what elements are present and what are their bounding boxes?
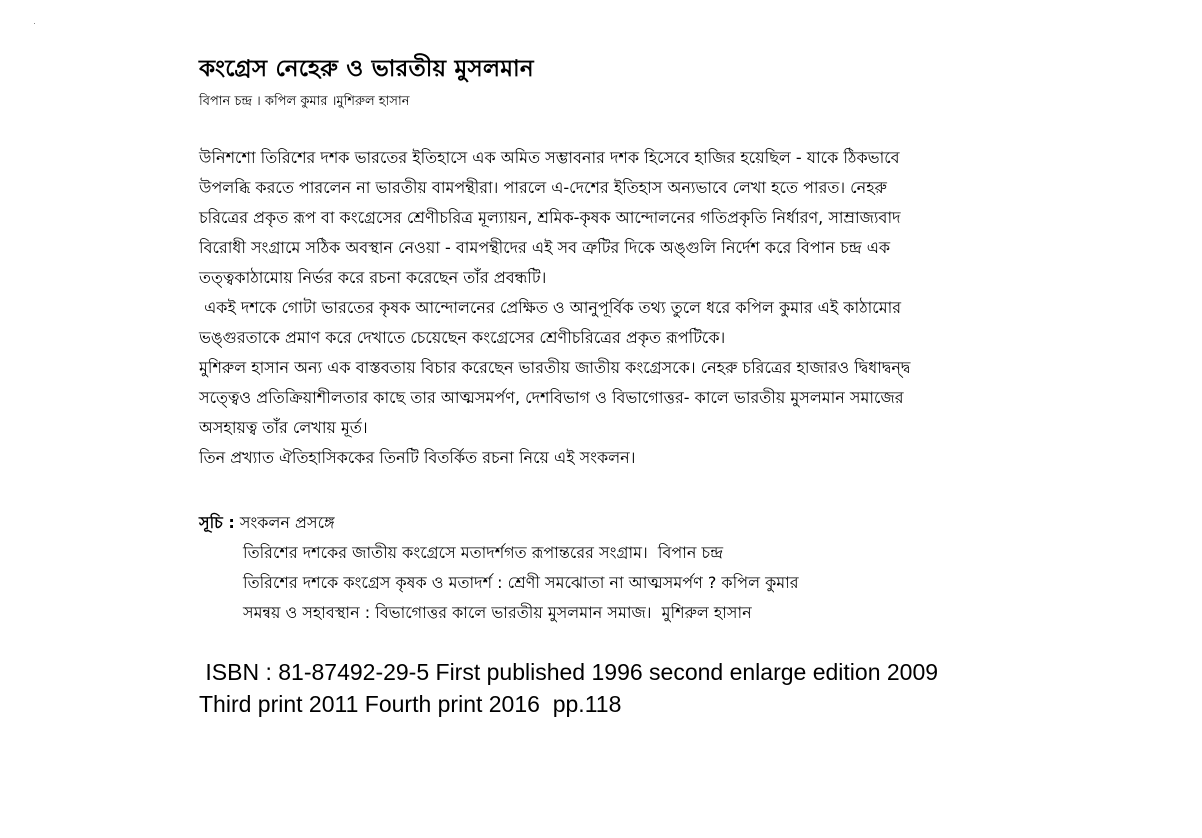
description-line: উনিশশো তিরিশের দশক ভারতের ইতিহাসে এক অমিত সম্ভাবনার দশক হিসেবে হাজির হয়েছিল - যাকে ঠিকভাবে: [199, 148, 900, 167]
description-line: তিন প্রখ্যাত ঐতিহাসিককের তিনটি বিতর্কিত রচনা নিয়ে এই সংকলন।: [199, 448, 636, 467]
toc-item: সমন্বয় ও সহাবস্থান : বিভাগোত্তর কালে ভারতীয় মুসলমান সমাজ। মুশিরুল হাসান: [243, 603, 752, 622]
toc-intro: সংকলন প্রসঙ্গে: [234, 513, 335, 532]
isbn-line: ISBN : 81-87492-29-5 First published 1996 second enlarge edition 2009: [199, 659, 939, 685]
description-line: উপলব্ধি করতে পারলেন না ভারতীয় বামপন্থীরা। পারলে এ-দেশের ইতিহাস অন্যভাবে লেখা হতে পারত। নেহরু: [199, 178, 887, 197]
description-line: সত্ত্বেও প্রতিক্রিয়াশীলতার কাছে তার আত্মসমর্পণ, দেশবিভাগ ও বিভাগোত্তর- কালে ভারতীয় মুসলমান সমাজের: [199, 388, 904, 407]
toc-list: [199, 538, 1079, 628]
scan-speck: [34, 23, 35, 24]
print-history-line: Third print 2011 Fourth print 2016 pp.118: [199, 691, 622, 717]
toc-label: সূচি :: [199, 513, 235, 532]
description-line: বিরোধী সংগ্রামে সঠিক অবস্থান নেওয়া - বামপন্থীদের এই সব ত্রুটির দিকে অঙ্গুলি নির্দেশ করে বিপান চন্দ্র এক: [199, 238, 891, 257]
description-line: একই দশকে গোটা ভারতের কৃষক আন্দোলনের প্রেক্ষিত ও আনুপূর্বিক তথ্য তুলে ধরে কপিল কুমার এই কাঠামোর: [199, 298, 902, 317]
description-line: অসহায়ত্ব তাঁর লেখায় মূর্ত।: [199, 418, 368, 437]
toc-heading: [199, 508, 1079, 538]
description-line: ভঙ্গুরতাকে প্রমাণ করে দেখাতে চেয়েছেন কংগ্রেসের শ্রেণীচরিত্রের প্রকৃত রূপটিকে।: [199, 328, 726, 347]
toc-item: তিরিশের দশকে কংগ্রেস কৃষক ও মতাদর্শ : শ্রেণী সমঝোতা না আত্মসমর্পণ ? কপিল কুমার: [243, 573, 799, 592]
toc-item: তিরিশের দশকের জাতীয় কংগ্রেসে মতাদর্শগত রূপান্তরের সংগ্রাম। বিপান চন্দ্র: [243, 543, 724, 562]
table-of-contents: [199, 508, 1079, 628]
authors-line: বিপান চন্দ্র । কপিল কুমার ।মুশিরুল হাসান: [199, 94, 410, 109]
description-line: চরিত্রের প্রকৃত রূপ বা কংগ্রেসের শ্রেণীচরিত্র মূল্যায়ন, শ্রমিক-কৃষক আন্দোলনের গতিপ্রকৃতি নির্ধারণ, সাম্রাজ্যবাদ: [199, 208, 901, 227]
description-line: মুশিরুল হাসান অন্য এক বাস্তবতায় বিচার করেছেন ভারতীয় জাতীয় কংগ্রেসকে। নেহরু চরিত্রের হাজারও দ্বিধাদ্বন্দ্ব: [199, 358, 911, 377]
publication-info: [199, 656, 1079, 720]
book-description: [199, 143, 1079, 473]
book-title: কংগ্রেস নেহেরু ও ভারতীয় মুসলমান: [199, 56, 534, 82]
description-line: তত্ত্বকাঠামোয় নির্ভর করে রচনা করেছেন তাঁর প্রবন্ধটি।: [199, 268, 547, 287]
